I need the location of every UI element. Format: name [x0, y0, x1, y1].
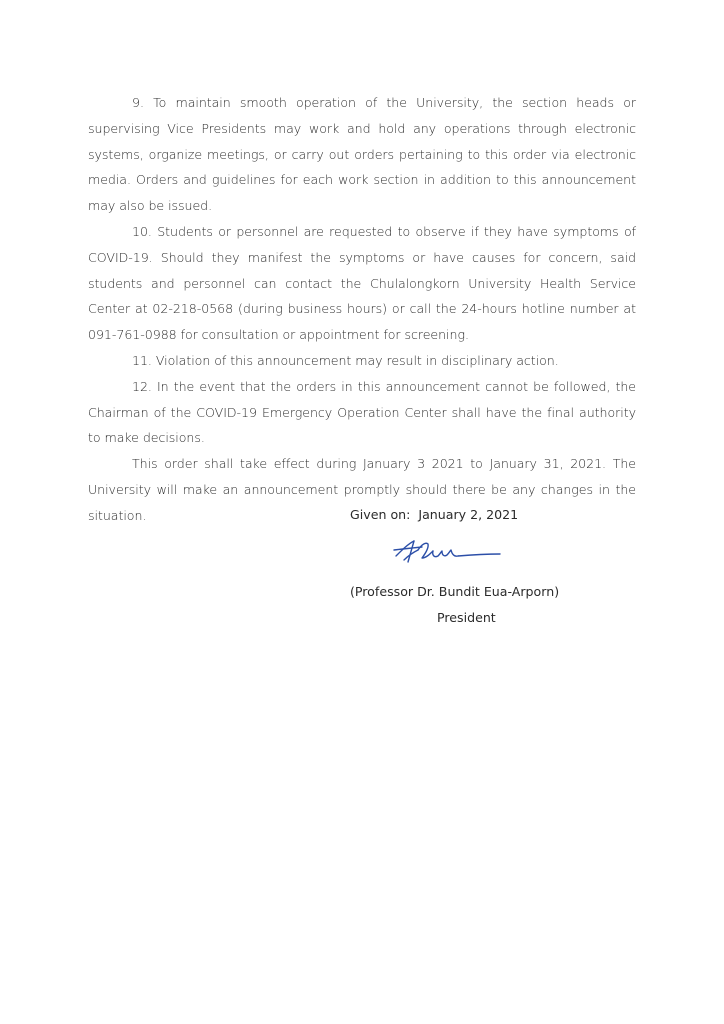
effective-date-paragraph: This order shall take effect during January 3 2021 to January 31, 2021. The University will make an announcement promptly should there be any changes in the situation.	[88, 456, 636, 523]
given-on-date: Given on: January 2, 2021	[350, 507, 519, 522]
paragraph-item-9: 9. To maintain smooth operation of the University, the section heads or supervising Vice Presidents may work and hold any operations through electronic systems, organize meetings, or carry out orders pertaining to this order via electronic media. Orders and guidelines for each work section in addition to this announcement may also be issued.	[88, 95, 636, 214]
signer-name: (Professor Dr. Bundit Eua-Arporn)	[350, 584, 560, 599]
paragraph-item-11: 11. Violation of this announcement may result in disciplinary action.	[132, 352, 559, 368]
signature-image	[392, 536, 504, 568]
document-body	[88, 90, 636, 529]
paragraph-item-10: 10. Students or personnel are requested to observe if they have symptoms of COVID-19. Should they manifest the symptoms or have causes for concern, said students and personnel can contact the Chulalongkorn University Health Service Center at 02-218-0568 (during business hours) or call the 24-hours hotline number at 091-761-0988 for consultation or appointment for screening.	[88, 223, 636, 343]
paragraph-item-12: 12. In the event that the orders in this announcement cannot be followed, the Chairman of the COVID-19 Emergency Operation Center shall have the final authority to make decisions.	[88, 378, 636, 446]
signer-title: President	[437, 610, 496, 625]
